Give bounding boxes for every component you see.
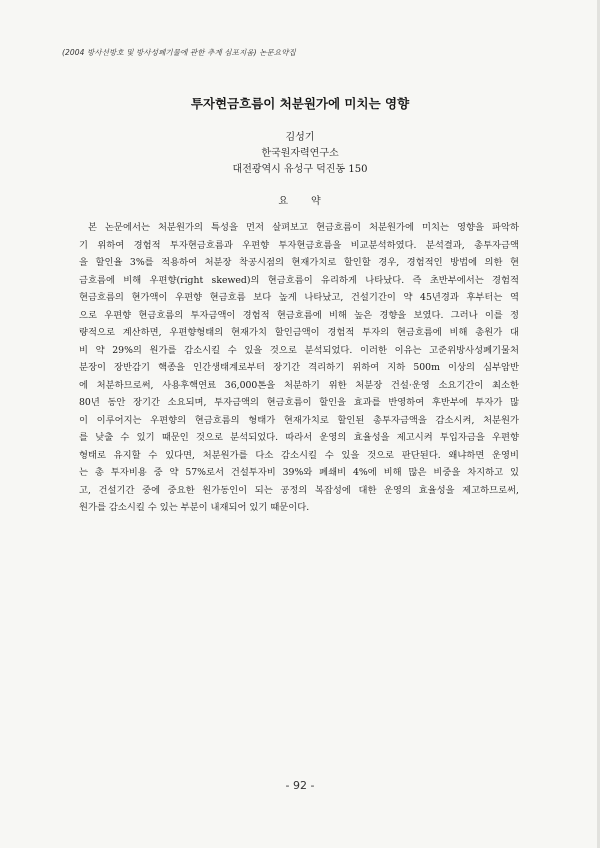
abstract-line: 분장이 장반감기 핵종을 인간생태계로부터 장기간 격리하기 위하여 지하 500m 이상의 심부암반 [79, 362, 519, 373]
abstract-heading [0, 192, 600, 207]
abstract-line: 고, 건설기간 중에 중요한 원가동인이 되는 공정의 복잡성에 대한 운영의 효율성을 제고하므로써, [79, 484, 519, 496]
author-address: 대전광역시 유성구 덕진동 150 [232, 164, 368, 175]
paper-title: 투자현금흐름이 처분원가에 미치는 영향 [190, 96, 410, 111]
abstract-line: 금흐름에 비해 우편향(right skewed)의 현금흐름이 유리하게 나타났다. 즉 초반부에서는 경험적 [79, 274, 519, 286]
abstract-line: 는 총 투자비용 중 약 57%로서 건설투자비 39%와 폐쇄비 4%에 비해 많은 비중을 차지하고 있 [79, 467, 519, 478]
abstract-line: 에 처분하므로써, 사용후핵연료 36,000톤을 처분하기 위한 처분장 건설·운영 소요기간이 최소한 [79, 379, 519, 391]
abstract-line: 이 이루어지는 우편향의 현금흐름의 형태가 현재가치로 할인된 총투자금액을 감소시켜, 처분원가 [79, 414, 519, 426]
abstract-line: 비 약 29%의 원가를 감소시킬 수 있을 것으로 분석되었다. 이러한 이유는 고준위방사성폐기물처 [79, 344, 519, 356]
abstract-line: 을 할인율 3%를 적용하여 처분장 착공시점의 현재가치로 할인할 경우, 경험적인 방법에 의한 현 [79, 257, 519, 268]
abstract-line: 현금흐름의 현가액이 우편향 현금흐름 보다 높게 나타났고, 건설기간이 약 45년경과 후부터는 역 [79, 292, 519, 303]
author-name: 김성기 [285, 132, 315, 143]
abstract-line: 으로 우편향 현금흐름의 투자금액이 경험적 현금흐름에 비해 높은 경향을 보였다. 그러나 이를 정 [79, 309, 519, 321]
abstract-line: 를 낮출 수 있기 때문인 것으로 분석되었다. 따라서 운영의 효율성을 제고시켜 투입자금을 우편향 [79, 432, 519, 443]
abstract-line: 80년 동안 장기간 소요되며, 투자금액의 현금흐름이 할인을 효과를 반영하여 후반부에 투자가 많 [79, 397, 519, 408]
page-number: - 92 - [285, 779, 315, 792]
author-block [0, 130, 600, 178]
running-header: (2004 방사선방호 및 방사성폐기물에 관한 추계 심포지움) 논문요약집 [62, 48, 296, 57]
abstract-heading-left: 요 [278, 196, 289, 207]
abstract-line: 본 논문에서는 처분원가의 특성을 먼저 살펴보고 현금흐름이 처분원가에 미치는 영향을 파악하 [88, 222, 519, 233]
abstract-line: 기 위하여 경험적 투자현금흐름과 우편향 투자현금흐름을 비교분석하였다. 분석결과, 총투자금액 [79, 239, 519, 251]
abstract-line: 원가를 감소시킬 수 있는 부분이 내재되어 있기 때문이다. [79, 502, 310, 513]
abstract-body [79, 219, 519, 517]
author-affiliation: 한국원자력연구소 [261, 148, 339, 159]
abstract-line: 량적으로 계산하면, 우편향형태의 현재가치 할인금액이 경험적 투자의 현금흐름에 비해 총원가 대 [79, 327, 519, 338]
abstract-line: 형태로 유지할 수 있다면, 처분원가를 다소 감소시킬 수 있을 것으로 판단된다. 왜냐하면 운영비 [79, 449, 519, 461]
abstract-heading-right: 약 [311, 196, 322, 207]
